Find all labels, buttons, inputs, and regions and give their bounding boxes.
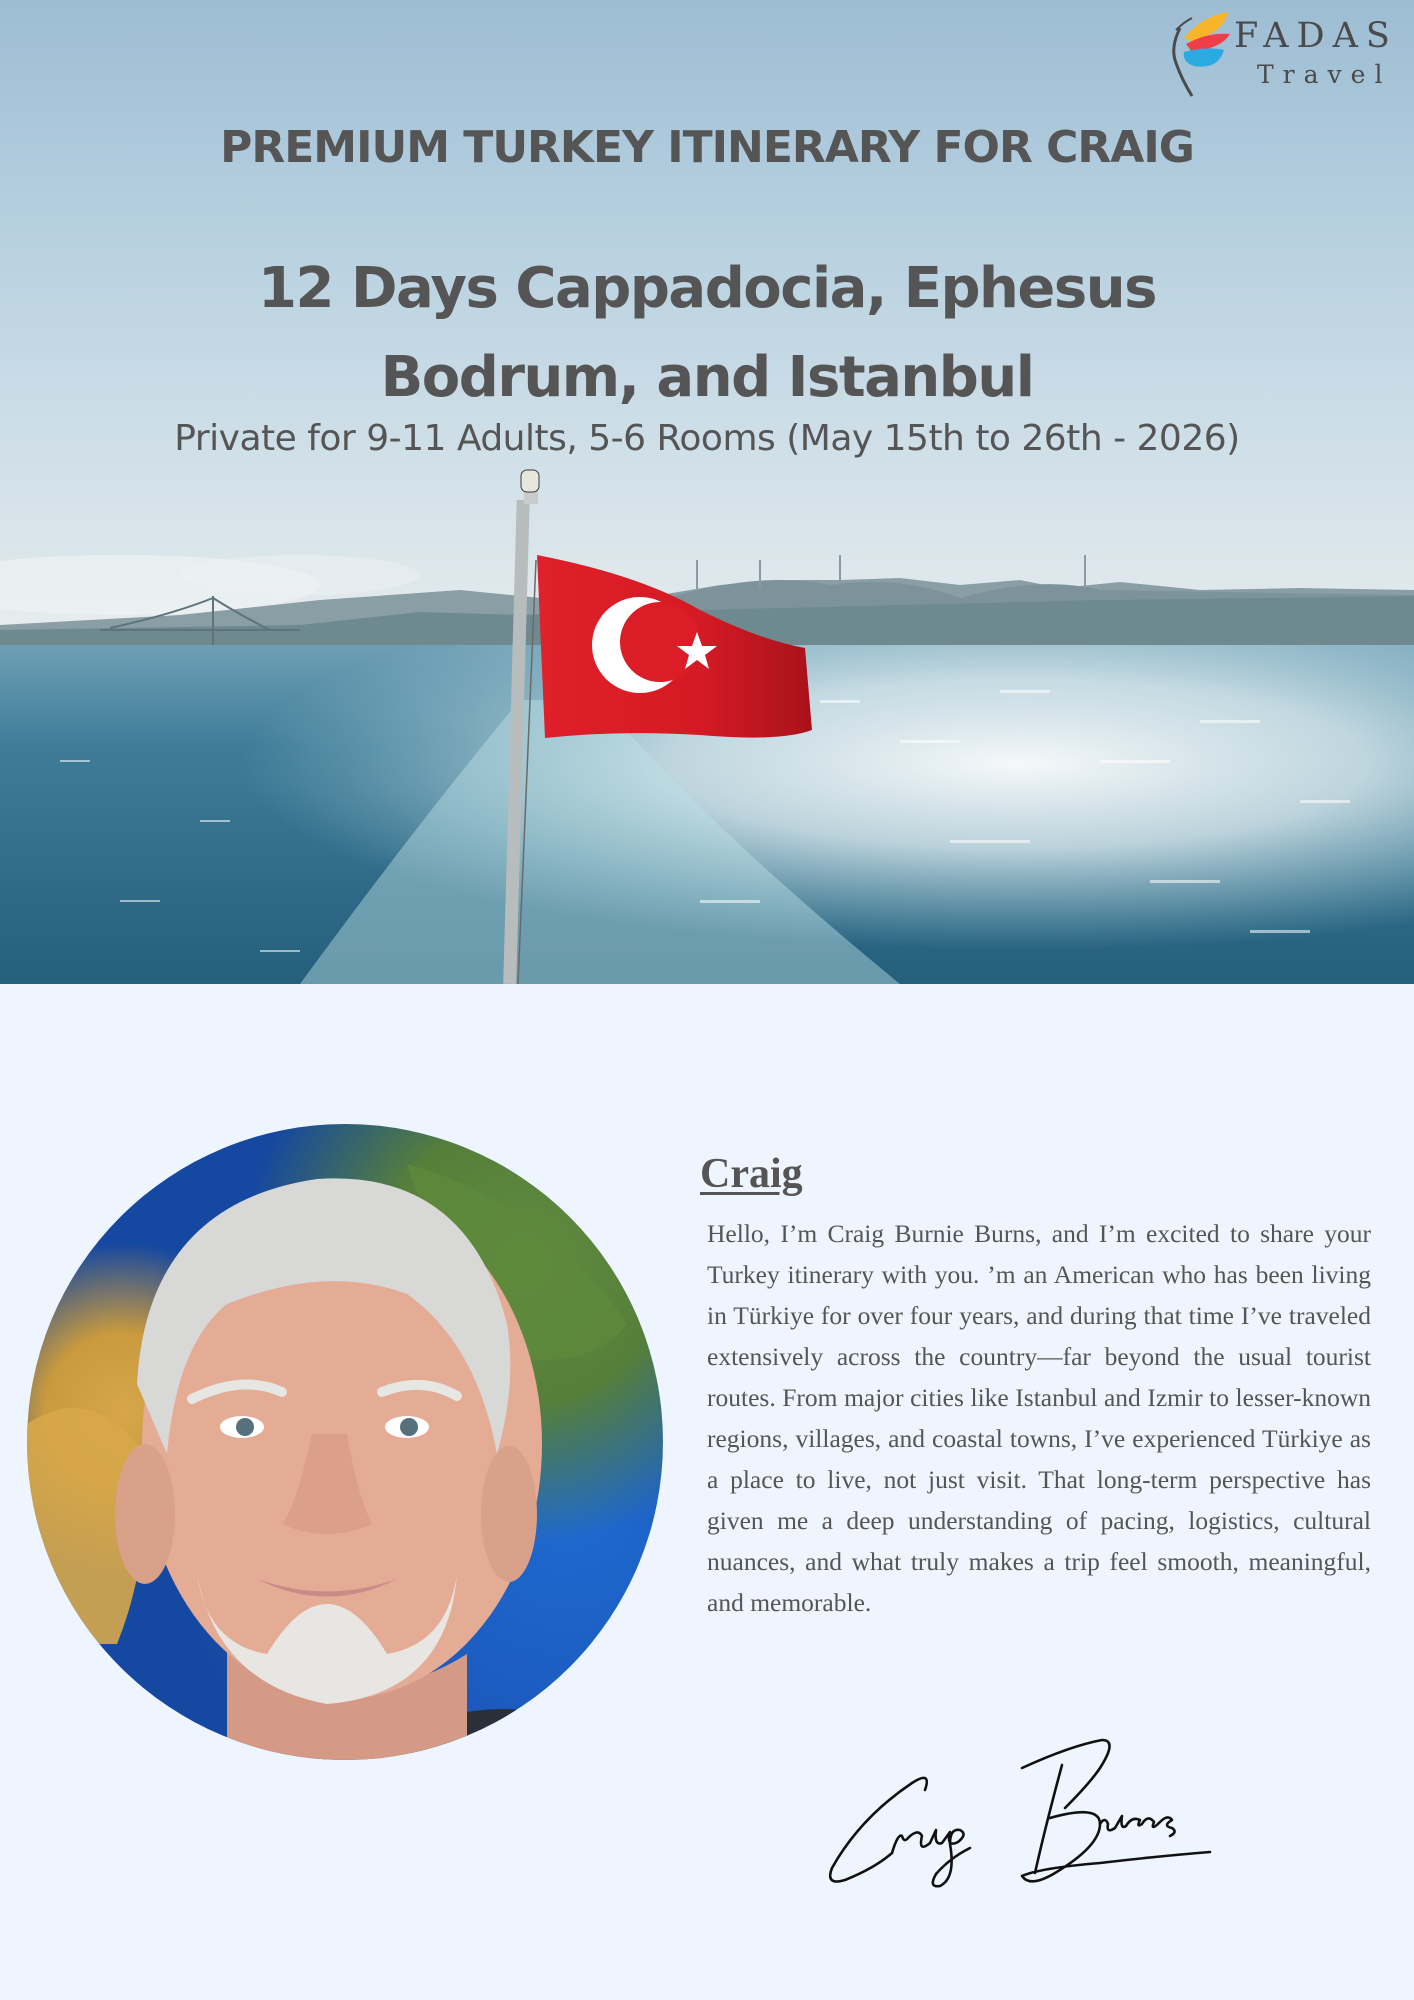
fadas-travel-logo[interactable] xyxy=(1162,8,1408,98)
bio-heading: Craig xyxy=(700,1151,803,1197)
butterfly-figure-icon xyxy=(1162,8,1232,98)
hero-image xyxy=(0,0,1414,984)
trip-subtitle: Private for 9-11 Adults, 5-6 Rooms (May 15th to 26th - 2026) xyxy=(174,418,1240,459)
page-title-line2: Bodrum, and Istanbul xyxy=(380,345,1034,410)
brand-tagline: Travel xyxy=(1257,60,1392,89)
avatar xyxy=(27,1124,663,1760)
itinerary-kicker: PREMIUM TURKEY ITINERARY FOR CRAIG xyxy=(220,122,1194,173)
bio-paragraph: Hello, I’m Craig Burnie Burns, and I’m excited to share your Turkey itinerary with you. ’m an American who has been living in Türkiye for over four years, and during that time I’ve traveled extensively across the country—far beyond the usual tourist routes. From major cities like Istanbul and Izmir to lesser-known regions, villages, and coastal towns, I’ve experienced Türkiye as a place to live, not just visit. That long-term perspective has given me a deep understanding of pacing, logistics, cultural nuances, and what truly makes a trip feel smooth, meaningful, and memorable. xyxy=(707,1219,1371,1617)
signature-craig-burns xyxy=(800,1728,1220,1898)
portrait-photo xyxy=(27,1124,663,1760)
brand-name: FADAS xyxy=(1234,16,1398,56)
page-title-line1: 12 Days Cappadocia, Ephesus xyxy=(258,256,1156,321)
